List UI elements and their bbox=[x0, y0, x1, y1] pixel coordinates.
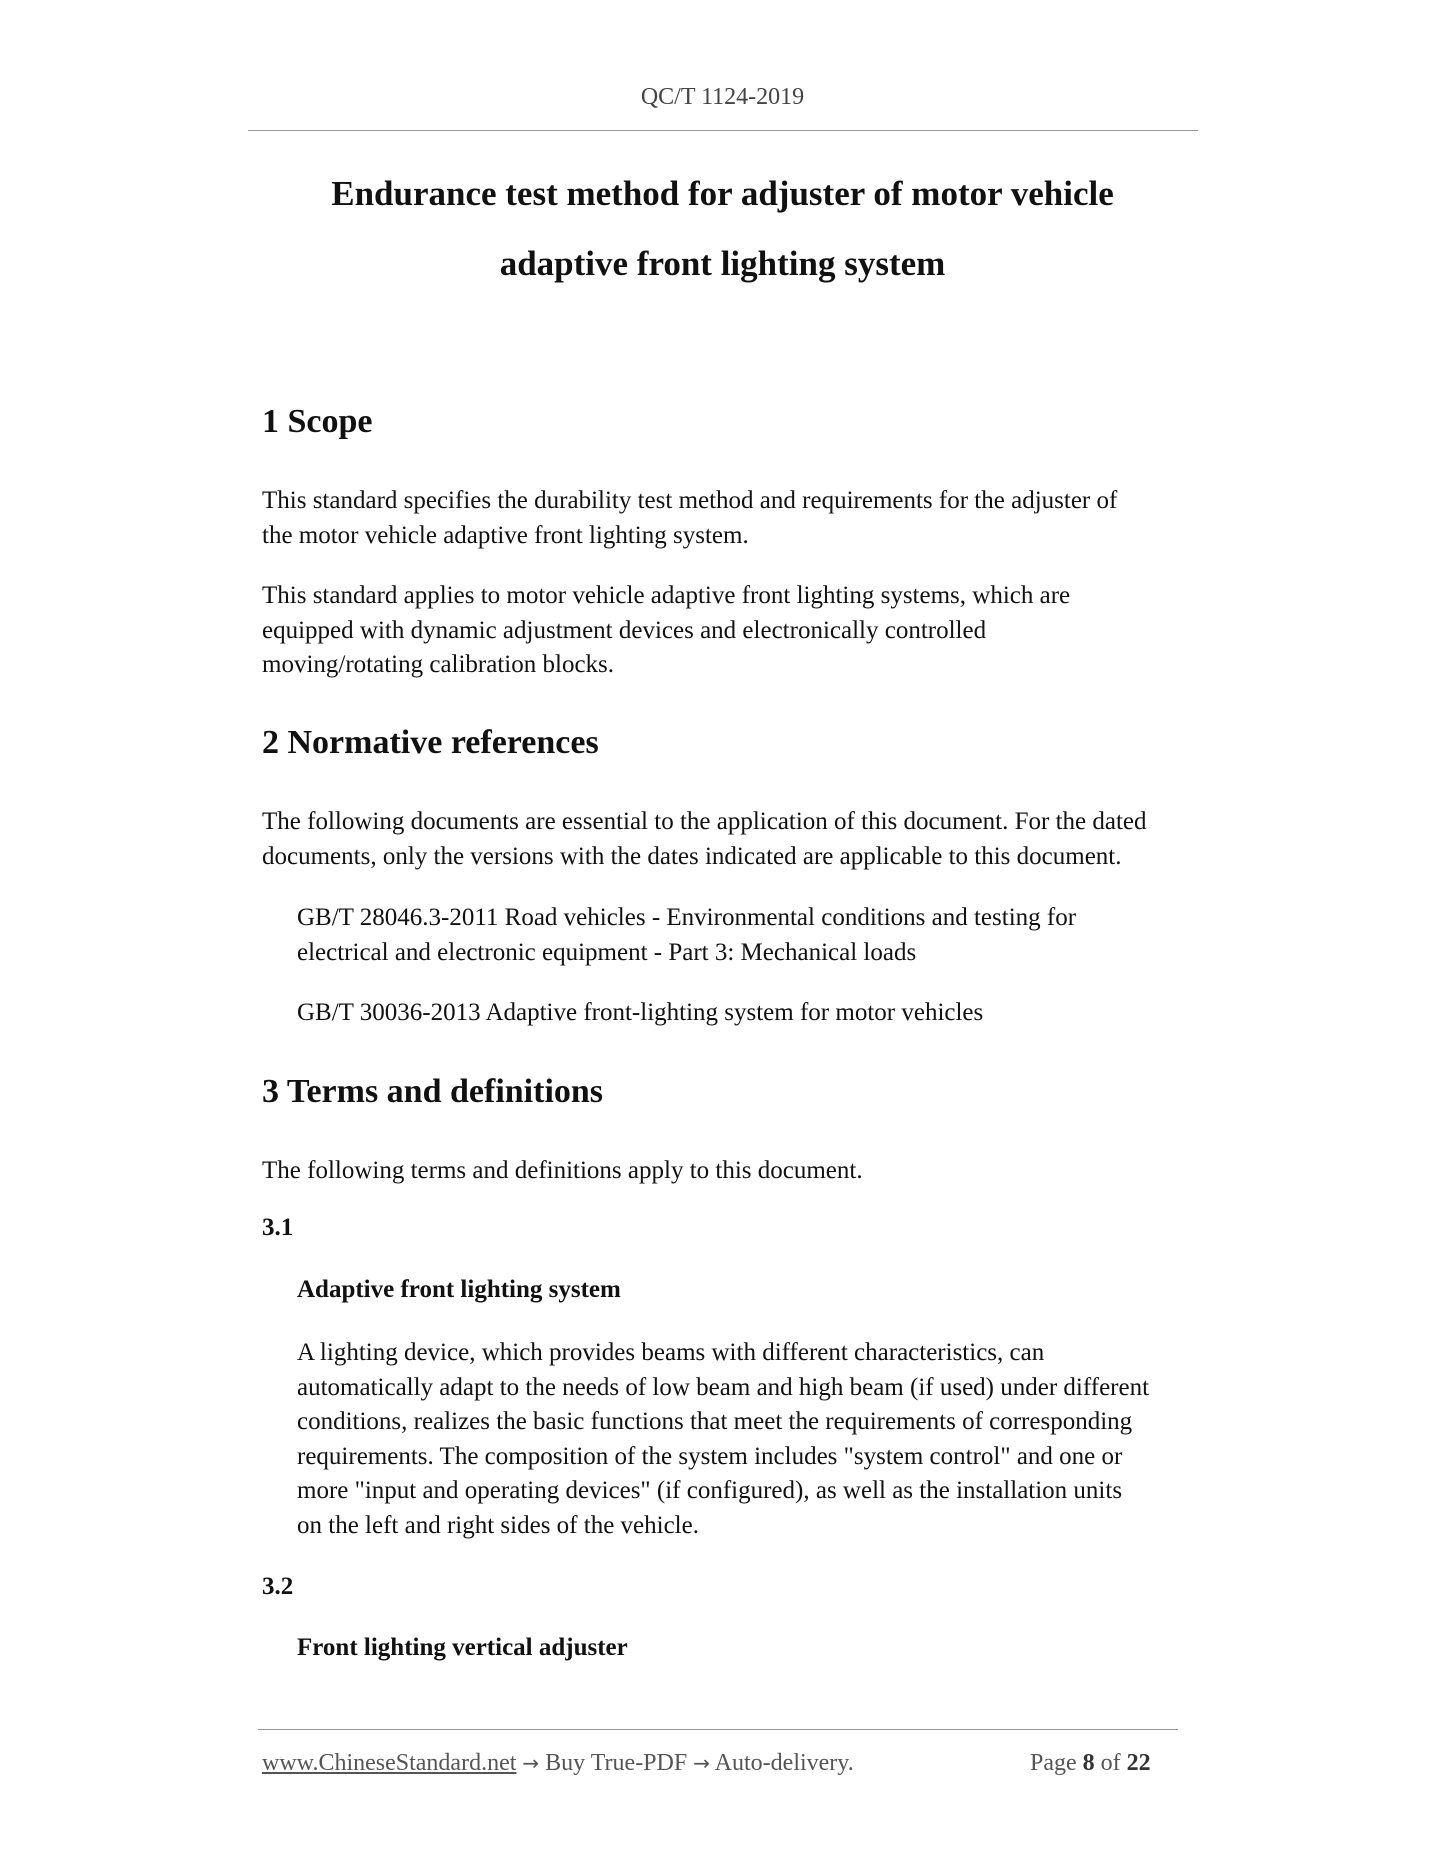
term-3-1-definition bbox=[297, 1336, 1187, 1543]
scope-paragraph-1 bbox=[262, 484, 1187, 553]
term-3-1-line-2: automatically adapt to the needs of low beam and high beam (if used) under different bbox=[297, 1373, 1150, 1401]
page-total: 22 bbox=[1126, 1750, 1151, 1776]
terms-intro-paragraph bbox=[262, 1154, 1187, 1189]
term-3-1-title: Adaptive front lighting system bbox=[297, 1276, 621, 1303]
scope-p2-line-2: equipped with dynamic adjustment devices and electronically controlled bbox=[262, 616, 987, 644]
arrow-right-icon: → bbox=[693, 1751, 710, 1775]
page-label: Page bbox=[1030, 1750, 1077, 1776]
section-heading-terms-and-definitions: 3 Terms and definitions bbox=[262, 1073, 604, 1110]
scope-p1-line-2: the motor vehicle adaptive front lighting system. bbox=[262, 521, 749, 549]
normative-reference-1 bbox=[297, 901, 1187, 970]
header-rule bbox=[248, 130, 1198, 131]
page-indicator bbox=[1030, 1750, 1151, 1777]
term-3-1-line-3: conditions, realizes the basic functions that meet the requirements of corresponding bbox=[297, 1408, 1133, 1435]
footer-rule bbox=[258, 1729, 1178, 1730]
document-code: QC/T 1124-2019 bbox=[640, 84, 805, 110]
reference-1-line-1: GB/T 28046.3-2011 Road vehicles - Environmental conditions and testing for bbox=[297, 904, 1077, 931]
normative-intro-line-2: documents, only the versions with the dates indicated are applicable to this document. bbox=[262, 842, 1122, 870]
normative-reference-2 bbox=[297, 996, 1187, 1031]
normative-intro-line-1: The following documents are essential to the application of this document. For the dated bbox=[262, 808, 1147, 835]
site-link[interactable]: www.ChineseStandard.net bbox=[262, 1750, 517, 1776]
reference-1-line-2: electrical and electronic equipment - Part 3: Mechanical loads bbox=[297, 938, 917, 966]
document-title-line-1: Endurance test method for adjuster of motor vehicle bbox=[331, 174, 1114, 213]
of-label: of bbox=[1100, 1750, 1121, 1776]
buy-true-pdf-link[interactable]: Buy True-PDF bbox=[545, 1750, 688, 1776]
normative-intro-paragraph bbox=[262, 805, 1187, 874]
term-3-2-title: Front lighting vertical adjuster bbox=[297, 1634, 628, 1661]
term-3-1-line-6: on the left and right sides of the vehicle. bbox=[297, 1511, 699, 1539]
term-3-1-line-1: A lighting device, which provides beams with different characteristics, can bbox=[297, 1339, 1045, 1366]
reference-2-line: GB/T 30036-2013 Adaptive front-lighting system for motor vehicles bbox=[297, 999, 984, 1026]
section-heading-scope: 1 Scope bbox=[262, 403, 373, 440]
scope-paragraph-2 bbox=[262, 579, 1187, 683]
scope-p1-line-1: This standard specifies the durability test method and requirements for the adjuster of bbox=[262, 487, 1118, 514]
terms-intro-line: The following terms and definitions apply to this document. bbox=[262, 1157, 863, 1184]
auto-delivery-text: Auto-delivery. bbox=[714, 1750, 854, 1776]
section-heading-normative-references: 2 Normative references bbox=[262, 724, 599, 761]
scope-p2-line-3: moving/rotating calibration blocks. bbox=[262, 651, 615, 678]
term-3-1-line-4: requirements. The composition of the system includes "system control" and one or bbox=[297, 1442, 1123, 1470]
term-number-3-1: 3.1 bbox=[262, 1214, 294, 1241]
term-3-1-line-5: more "input and operating devices" (if configured), as well as the installation units bbox=[297, 1477, 1123, 1504]
term-number-3-2: 3.2 bbox=[262, 1573, 294, 1600]
page-current: 8 bbox=[1082, 1750, 1095, 1776]
footer-left bbox=[262, 1750, 854, 1777]
scope-p2-line-1: This standard applies to motor vehicle adaptive front lighting systems, which are bbox=[262, 582, 1071, 609]
arrow-right-icon: → bbox=[522, 1751, 540, 1775]
document-title-line-2: adaptive front lighting system bbox=[499, 244, 946, 283]
